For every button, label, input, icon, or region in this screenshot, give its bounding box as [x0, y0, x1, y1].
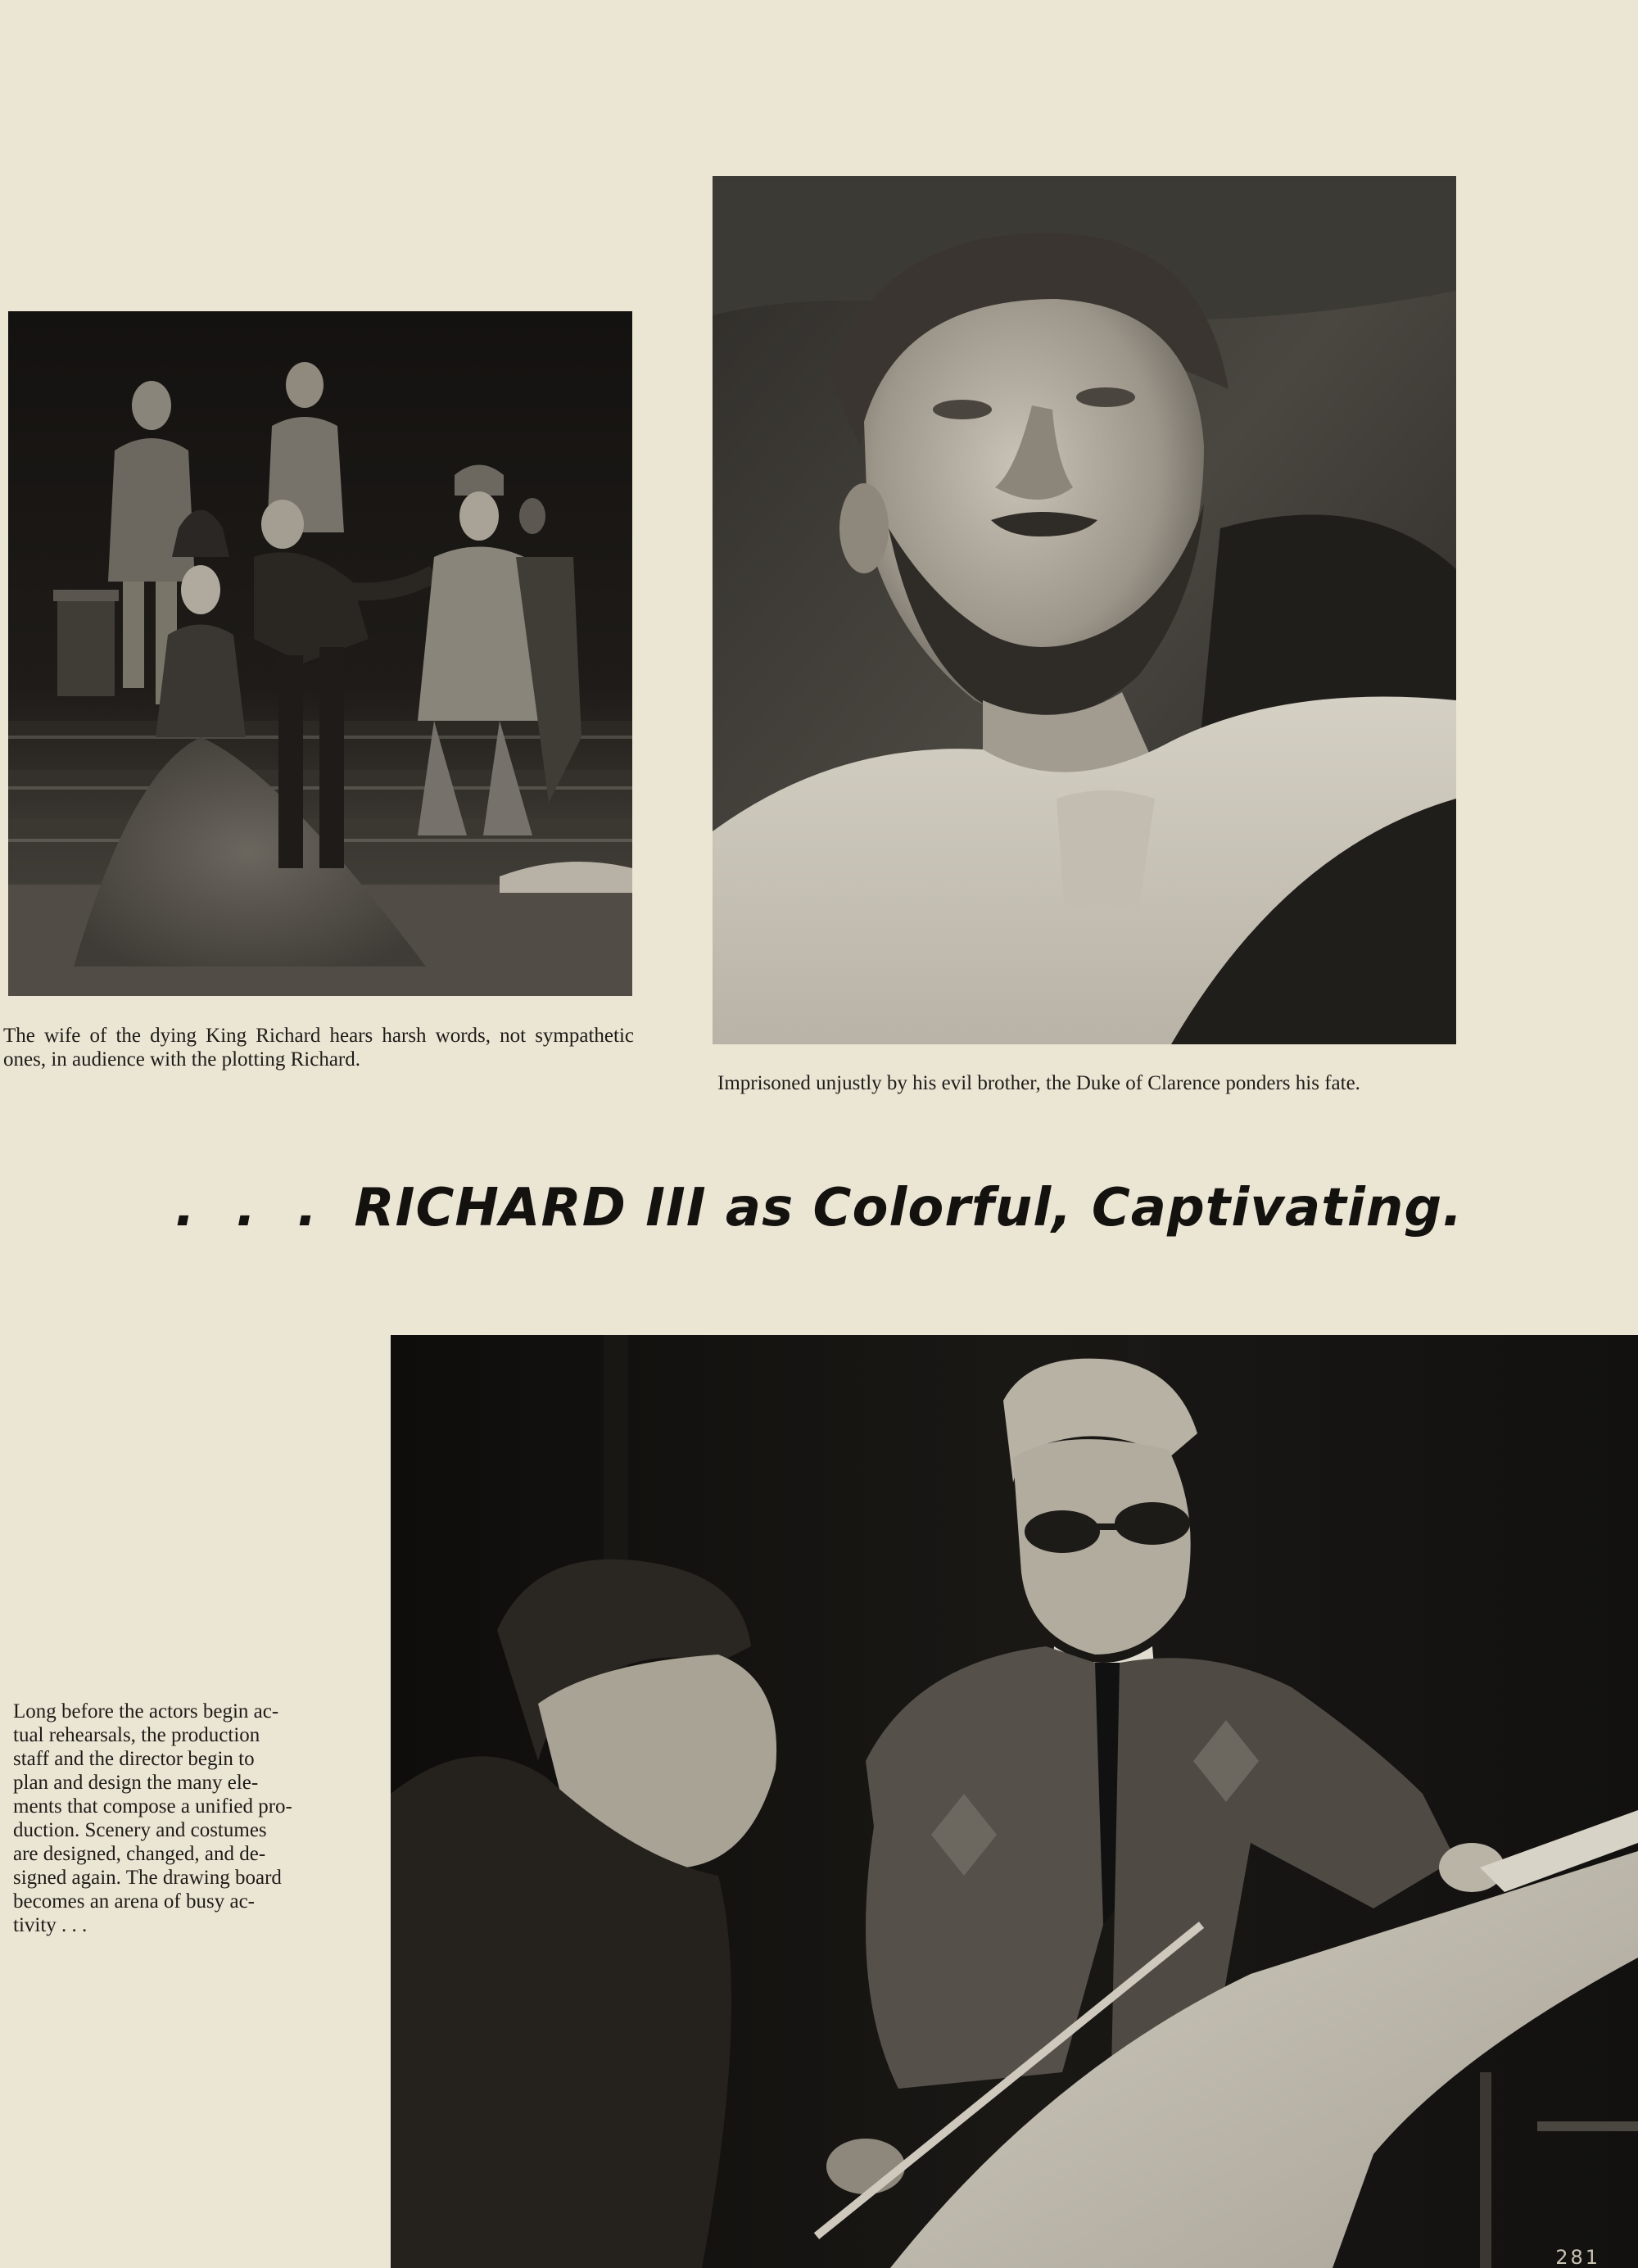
caption-line: Long before the actors begin ac-	[13, 1700, 279, 1723]
drawing-board-photo	[391, 1335, 1638, 2268]
headline-ellipsis: . . .	[174, 1178, 329, 1238]
caption-line: tivity . . .	[13, 1914, 88, 1936]
clarence-portrait-caption: Imprisoned unjustly by his evil brother, the Duke of Clarence ponders his fate.	[717, 1072, 1360, 1094]
caption-line: ments that compose a unified pro-	[13, 1795, 292, 1818]
stage-scene-photo	[8, 311, 632, 996]
headline-text: RICHARD III as Colorful, Captivating.	[354, 1178, 1464, 1238]
caption-line: staff and the director begin to	[13, 1748, 255, 1770]
caption-line: are designed, changed, and de-	[13, 1843, 266, 1865]
caption-line: tual rehearsals, the production	[13, 1724, 260, 1746]
drawing-board-caption	[13, 1700, 341, 1937]
clarence-portrait-photo	[713, 176, 1456, 1044]
caption-line: plan and design the many ele-	[13, 1772, 259, 1794]
caption-line: becomes an arena of busy ac-	[13, 1890, 255, 1913]
caption-line: duction. Scenery and costumes	[13, 1819, 267, 1841]
caption-line: signed again. The drawing board	[13, 1867, 282, 1889]
page-number: 281	[1555, 2246, 1600, 2268]
stage-scene-caption: The wife of the dying King Richard hears harsh words, not sympathetic ones, in audience with the plotting Richard.	[3, 1025, 634, 1071]
page-headline	[0, 1178, 1638, 1238]
